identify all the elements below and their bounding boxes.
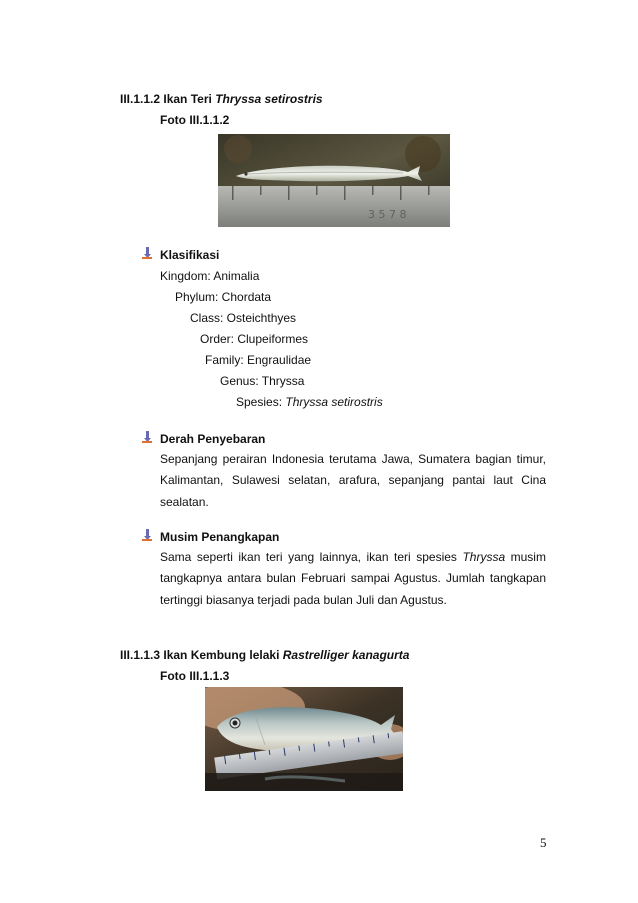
musim-line-1-italic: Thryssa	[462, 550, 506, 564]
bullet-icon	[141, 431, 153, 443]
section-common-name: Ikan Kembung lelaki	[163, 648, 280, 662]
order-line: Order: Clupeiformes	[200, 332, 309, 346]
musim-line-2: tangkapnya antara bulan Februari sampai Agustus. Jumlah tangkapan	[160, 571, 546, 585]
section-common-name: Ikan Teri	[163, 92, 212, 106]
section-number: III.1.1.2	[120, 92, 161, 106]
class-line: Class: Osteichthyes	[190, 311, 297, 325]
genus-line: Genus: Thryssa	[220, 374, 305, 388]
spesies-line	[236, 395, 383, 409]
fish-photo-kembung	[205, 687, 403, 791]
photo-label-teri: Foto III.1.1.2	[160, 113, 230, 127]
musim-line-3: tertinggi biasanya terjadi pada bulan Juli dan Agustus.	[160, 593, 447, 607]
derah-line-2: Kalimantan, Sulawesi selatan, arafura, sepanjang pantai laut Cina	[160, 473, 546, 487]
musim-line-1	[160, 551, 546, 563]
musim-line-1-prefix: Sama seperti ikan teri yang lainnya, ikan teri spesies	[160, 550, 457, 564]
derah-heading: Derah Penyebaran	[160, 432, 266, 446]
section-heading-kembung	[120, 648, 409, 662]
page-number: 5	[540, 835, 547, 850]
section-scientific-name: Rastrelliger kanagurta	[282, 648, 410, 662]
musim-line-1-suffix: musim	[510, 550, 546, 564]
derah-line-3: sealatan.	[160, 495, 209, 509]
derah-line-1: Sepanjang perairan Indonesia terutama Jawa, Sumatera bagian timur,	[160, 452, 546, 466]
section-scientific-name: Thryssa setirostris	[215, 92, 323, 106]
kingdom-line: Kingdom: Animalia	[160, 269, 260, 283]
fish-photo-teri	[218, 134, 450, 227]
bullet-icon	[141, 529, 153, 541]
ruler-marks: 3 5 7 8	[368, 208, 407, 221]
fish-photo-kembung-image	[205, 687, 403, 791]
family-line: Family: Engraulidae	[205, 353, 312, 367]
section-heading-teri	[120, 92, 323, 106]
spesies-prefix: Spesies:	[236, 395, 283, 409]
spesies-name: Thryssa setirostris	[285, 395, 383, 409]
musim-heading: Musim Penangkapan	[160, 530, 280, 544]
photo-label-kembung: Foto III.1.1.3	[160, 669, 230, 683]
bullet-icon	[141, 247, 153, 259]
section-number: III.1.1.3	[120, 648, 161, 662]
klasifikasi-heading: Klasifikasi	[160, 248, 220, 262]
fish-photo-teri-image	[218, 134, 450, 227]
phylum-line: Phylum: Chordata	[175, 290, 272, 304]
